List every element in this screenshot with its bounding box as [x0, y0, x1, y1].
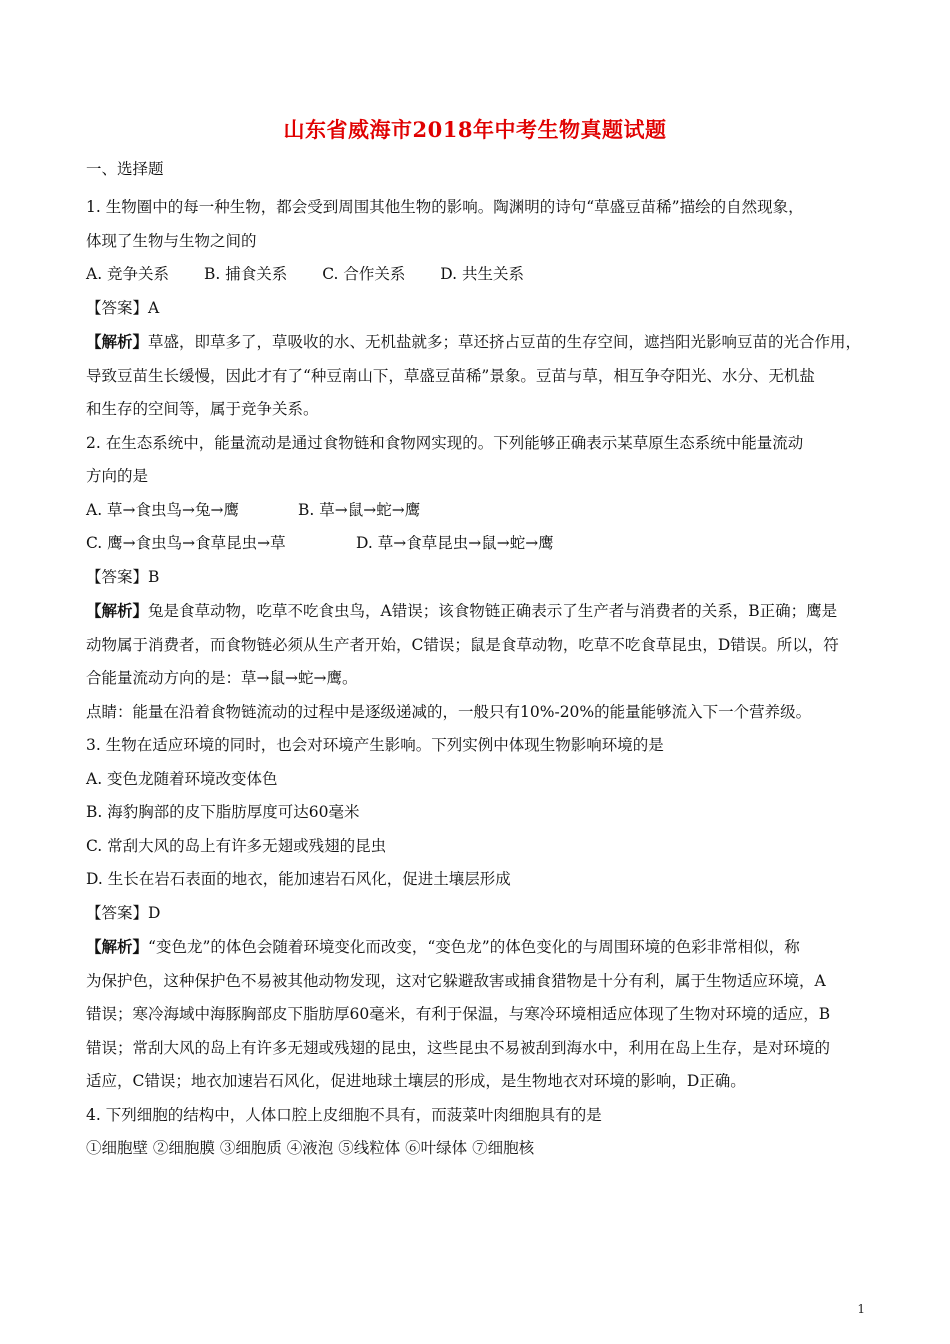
analysis-label: 【解析】	[86, 332, 149, 351]
question-stem-line: 方向的是	[86, 467, 149, 485]
option-a: A. 竞争关系	[86, 265, 170, 283]
analysis-line: 导致豆苗生长缓慢，因此才有了“种豆南山下，草盛豆苗稀”景象。豆苗与草，相互争夺阳光、水分、无机盐	[86, 366, 815, 385]
section-heading: 一、选择题	[86, 160, 164, 178]
option-b: B. 捕食关系	[204, 265, 288, 283]
question-4	[86, 1099, 870, 1166]
question-1	[86, 191, 870, 427]
tip-note: 点睛：能量在沿着食物链流动的过程中是逐级递减的，一般只有10%-20%的能量能够流入下一个营养级。	[86, 702, 812, 721]
question-3	[86, 729, 870, 1099]
answer: 【答案】A	[86, 298, 160, 317]
option-d: D. 草→食草昆虫→鼠→蛇→鹰	[356, 534, 554, 552]
analysis-line: 动物属于消费者，而食物链必须从生产者开始，C错误；鼠是食草动物，吃草不吃食草昆虫，D错误。所以，符	[86, 635, 839, 654]
analysis-line: 和生存的空间等，属于竞争关系。	[86, 400, 319, 418]
option-d: D. 共生关系	[440, 265, 525, 283]
option-a: A. 变色龙随着环境改变体色	[86, 769, 278, 788]
question-items: ①细胞壁 ②细胞膜 ③细胞质 ④液泡 ⑤线粒体 ⑥叶绿体 ⑦细胞核	[86, 1139, 535, 1157]
analysis-text: 草盛，即草多了，草吸收的水、无机盐就多；草还挤占豆苗的生存空间，遮挡阳光影响豆苗的光合作用，	[148, 333, 862, 351]
question-options	[86, 527, 870, 561]
option-b: B. 草→鼠→蛇→鹰	[298, 500, 421, 519]
option-d: D. 生长在岩石表面的地衣，能加速岩石风化，促进土壤层形成	[86, 870, 511, 888]
answer: 【答案】B	[86, 567, 160, 586]
page-number: 1	[857, 1302, 865, 1316]
option-c: C. 鹰→食虫鸟→食草昆虫→草	[86, 534, 286, 552]
analysis-line: 为保护色，这种保护色不易被其他动物发现，这对它躲避敌害或捕食猎物是十分有利，属于生物适应环境，A	[86, 971, 826, 990]
question-stem-line: 2. 在生态系统中，能量流动是通过食物链和食物网实现的。下列能够正确表示某草原生态系统中能量流动	[86, 433, 804, 452]
analysis-line: 错误；常刮大风的岛上有许多无翅或残翅的昆虫，这些昆虫不易被刮到海水中，利用在岛上生存，是对环境的	[86, 1038, 831, 1057]
analysis-label: 【解析】	[86, 601, 149, 620]
option-b: B. 海豹胸部的皮下脂肪厚度可达60毫米	[86, 803, 360, 821]
question-options	[86, 258, 870, 292]
analysis-line	[86, 930, 870, 965]
analysis-text: “变色龙”的体色会随着环境变化而改变，“变色龙”的体色变化的与周围环境的色彩非常相似，称	[148, 938, 800, 956]
page-title: 山东省威海市2018年中考生物真题试题	[283, 117, 667, 142]
option-a: A. 草→食虫鸟→兔→鹰	[86, 500, 240, 519]
analysis-line: 适应，C错误；地衣加速岩石风化，促进地球土壤层的形成，是生物地衣对环境的影响，D正确。	[86, 1072, 746, 1090]
question-2	[86, 427, 870, 730]
analysis-line	[86, 325, 870, 360]
analysis-label: 【解析】	[86, 937, 149, 956]
analysis-line	[86, 594, 870, 629]
option-c: C. 常刮大风的岛上有许多无翅或残翅的昆虫	[86, 836, 387, 855]
question-stem-line: 4. 下列细胞的结构中，人体口腔上皮细胞不具有，而菠菜叶肉细胞具有的是	[86, 1105, 602, 1124]
answer: 【答案】D	[86, 903, 161, 922]
option-c: C. 合作关系	[322, 265, 406, 283]
question-stem-line: 1. 生物圈中的每一种生物，都会受到周围其他生物的影响。陶渊明的诗句“草盛豆苗稀”描绘的自然现象，	[86, 198, 804, 216]
document-body	[86, 158, 870, 1166]
analysis-line: 合能量流动方向的是：草→鼠→蛇→鹰。	[86, 669, 358, 687]
question-stem-line: 体现了生物与生物之间的	[86, 231, 257, 250]
analysis-line: 错误；寒冷海域中海豚胸部皮下脂肪厚60毫米，有利于保温，与寒冷环境相适应体现了生物对环境的适应，B	[86, 1005, 831, 1023]
question-options	[86, 494, 870, 528]
question-stem-line: 3. 生物在适应环境的同时，也会对环境产生影响。下列实例中体现生物影响环境的是	[86, 736, 664, 754]
analysis-text: 兔是食草动物，吃草不吃食虫鸟，A错误；该食物链正确表示了生产者与消费者的关系，B正确；鹰是	[148, 602, 838, 620]
